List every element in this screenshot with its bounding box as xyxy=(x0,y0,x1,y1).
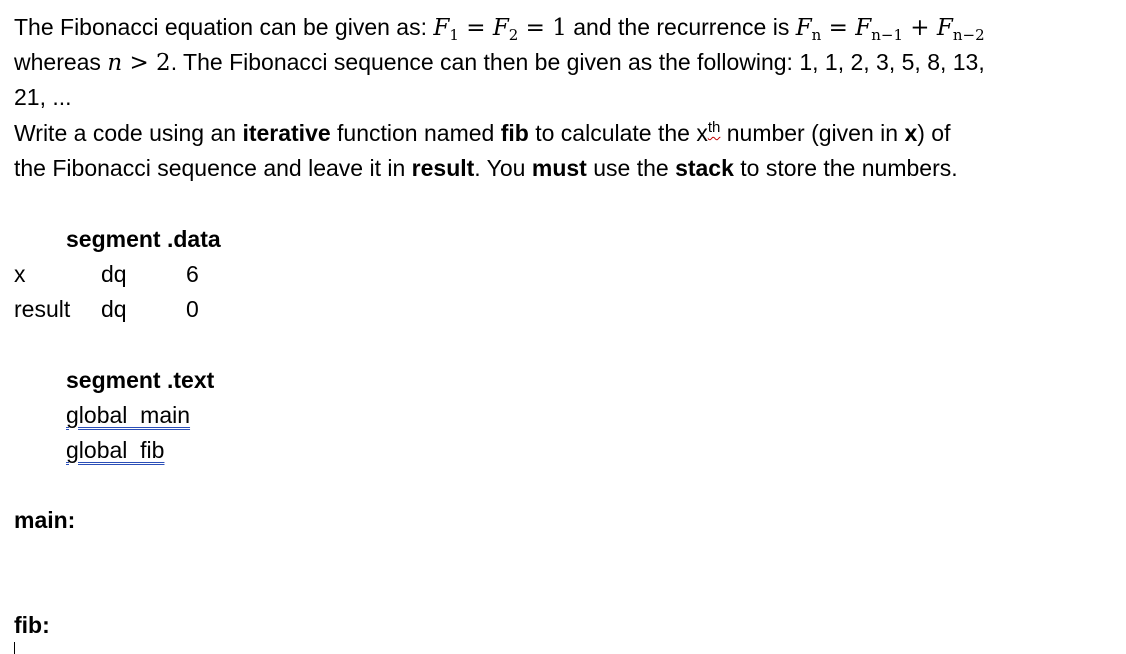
keyword-result: result xyxy=(411,155,475,181)
keyword-x: x xyxy=(904,120,918,146)
para1-line2: whereas n > 2. The Fibonacci sequence can then be given as the following: 1, 1, 2, 3, 5, 8, 13, xyxy=(14,49,985,76)
para1-line1 xyxy=(14,12,985,42)
keyword-iterative: iterative xyxy=(242,120,331,146)
data-row-label: x xyxy=(14,261,26,287)
data-row-type: dq xyxy=(101,296,127,322)
keyword-must: must xyxy=(531,155,587,181)
global-main-line: global main xyxy=(66,402,191,428)
sequence-text: . The Fibonacci sequence can then be given as the following: 1, 1, 2, 3, 5, 8, 13, xyxy=(170,49,985,75)
data-row-value: 0 xyxy=(186,296,199,322)
text-cursor xyxy=(14,642,15,654)
para2-line1: Write a code using an iterative function named fib to calculate the $x^{th}$ number (given in x) of xyxy=(14,119,951,146)
para1-line3: 21, ... xyxy=(14,84,72,110)
keyword-fib: fib xyxy=(500,120,529,146)
main-label: main: xyxy=(14,507,76,533)
data-row-type: dq xyxy=(101,261,127,287)
equation-f1-f2: $F_1 = F_2 = 1$ xyxy=(433,15,567,44)
data-row-label: result xyxy=(14,296,71,322)
text-segment-header: segment .text xyxy=(66,367,215,393)
recurrence-text: and the recurrence is xyxy=(566,14,796,40)
intro-text: The Fibonacci equation can be given as: xyxy=(14,14,434,40)
keyword-stack: stack xyxy=(675,155,734,181)
global-fib-line: global fib xyxy=(66,437,165,463)
data-segment-header: segment .data xyxy=(66,226,221,252)
fib-label: fib: xyxy=(14,612,50,638)
equation-condition: n > 2 xyxy=(107,50,171,76)
superscript-th: th xyxy=(707,119,721,136)
para2-line2: the Fibonacci sequence and leave it in result. You must use the stack to store the numbers. xyxy=(14,155,958,181)
equation-recurrence: $F_n = F_{n-1} + F_{n-2}$ xyxy=(795,15,985,44)
data-row-value: 6 xyxy=(186,261,199,287)
